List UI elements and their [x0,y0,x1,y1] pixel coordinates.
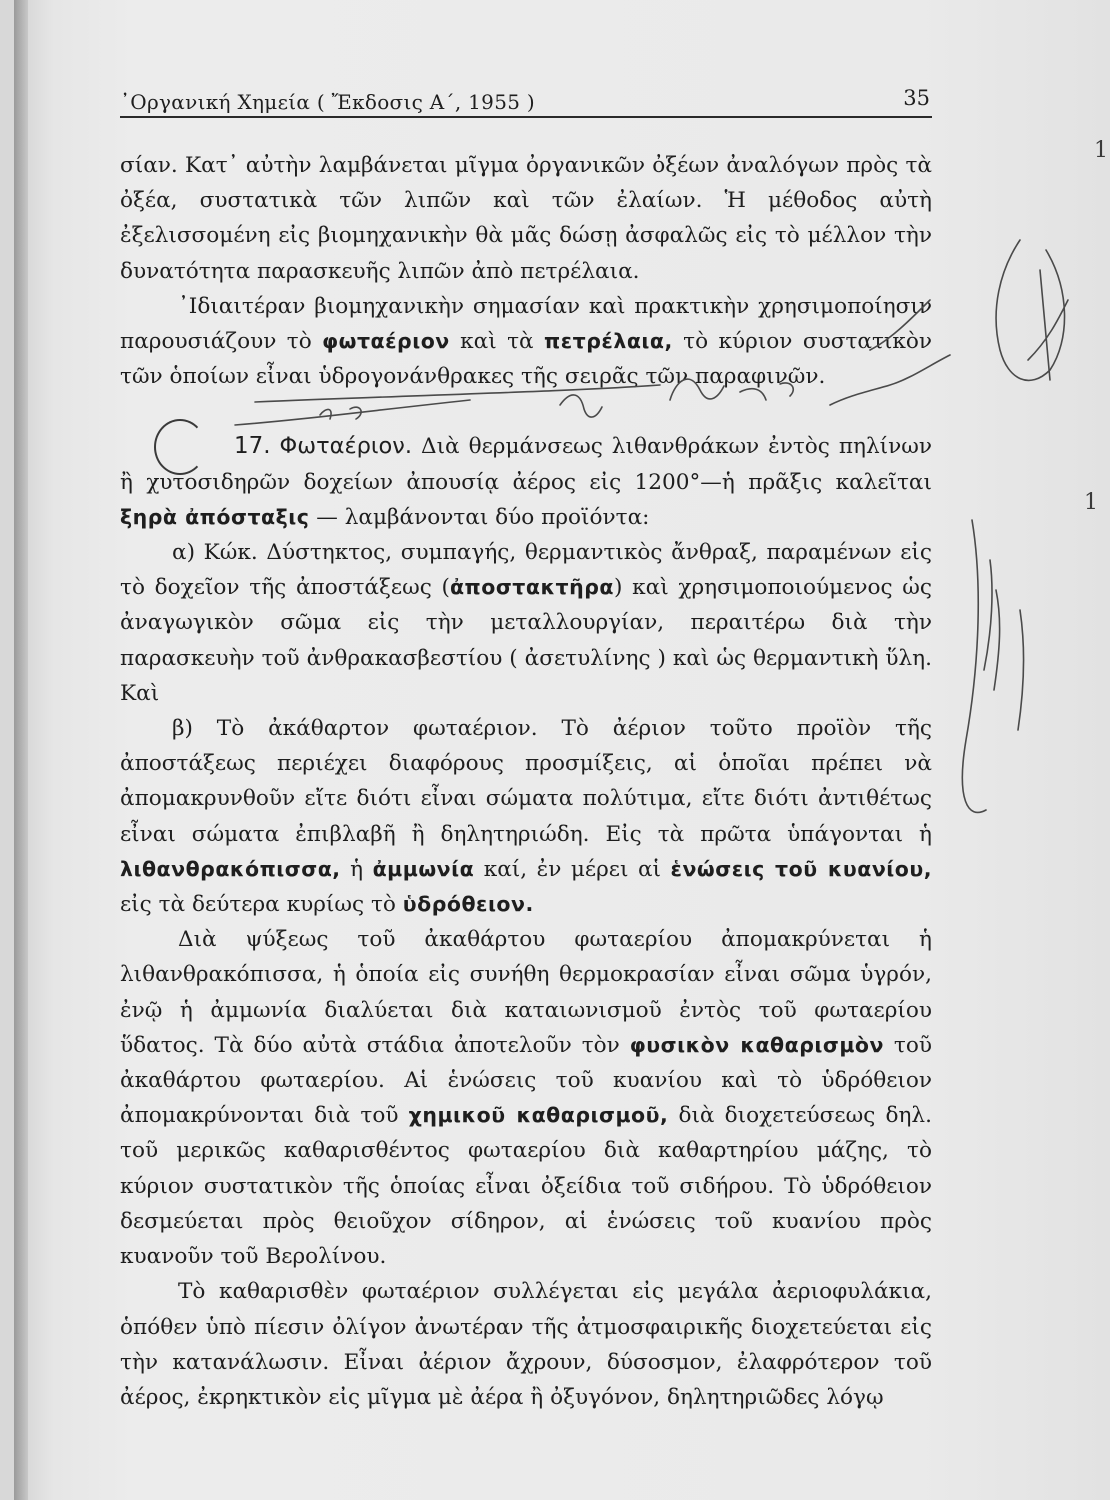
bold-term: λιθανθρακόπισσα, [120,856,341,881]
page-number: 35 [903,86,930,110]
text-run: ἡ [340,856,373,882]
text-run: διὰ διοχετεύσεως δηλ. τοῦ μερικῶς καθαρισθέντος φωταερίου διὰ καθαρτηρίου μάζης, τὸ κύριον συστατικὸν τῆς ὁποίας εἶναι ὀξείδια τοῦ σιδήρου. Τὸ ὑδρόθειον δεσμεύεται πρὸς θειοῦχον σίδηρον, αἱ ἑνώσεις τοῦ κυανίου πρὸς κυανοῦν τοῦ Βερολίνου. [120,1103,932,1270]
scribble [740,383,793,400]
text-run: — λαμβάνονται δύο προϊόντα: [309,504,650,530]
text-run: β) Τὸ ἀκάθαρτον φωταέριον. Τὸ ἀέριον τοῦτο προϊὸν τῆς ἀποστάξεως περιέχει διαφόρους προσμίξεις, αἱ ὁποῖαι πρέπει νὰ ἀπομακρυνθοῦν εἴτε διότι εἶναι σώματα πολύτιμα, εἴτε διότι ἀντιθέτως εἶναι σώματα ἐπιβλαβῆ ἢ δηλητηριώδη. Εἰς τὰ πρῶτα ὑπάγονται ἡ [120,716,932,847]
scribble [870,300,930,350]
bold-term: ὑδρόθειον. [402,892,534,917]
bold-term: φυσικὸν καθαρισμὸν [629,1032,884,1057]
text-run: ) καὶ χρησιμοποιούμενος ὡς ἀναγωγικὸν σῶμα εἰς τὴν μεταλλουργίαν, περαιτέρω διὰ τὴν παρασκευὴν τοῦ ἀνθρακασβεστίου ( ἀσετυλίνης ) καὶ ὡς θερμαντικὴ ὕλη. Καὶ [120,575,933,706]
bold-term: ξηρὰ ἀπόσταξις [120,504,310,529]
bold-term: πετρέλαια, [544,329,673,354]
text-run: εἰς τὰ δεύτερα κυρίως τὸ [120,892,403,918]
scribble [670,379,724,400]
vertical-handwriting [962,520,986,812]
text-run: Διὰ θερμάνσεως λιθανθράκων ἐντὸς πηλίνων ἢ χυτοσιδηρῶν δοχείων ἀπουσίᾳ ἀέρος εἰς 1200°—ἡ πρᾶξις καλεῖται [120,434,932,495]
signature-loop [996,240,1064,380]
bold-term: χημικοῦ καθαρισμοῦ, [408,1103,669,1128]
margin-mark-top: 1 [1094,138,1108,163]
bold-term: ἀποστακτῆρα [449,575,614,600]
bold-term: ἀμμωνία [372,856,475,881]
pencil-stroke [235,400,470,425]
scribble [830,355,950,405]
bold-term: φωταέριον [322,329,450,354]
pencil-underline [255,385,660,402]
text-run: τοῦ ἀκαθάρτου φωταερίου. Αἱ ἑνώσεις τοῦ κυανίου καὶ τὸ ὑδρόθειον ἀπομακρύνονται διὰ τοῦ [120,1032,932,1129]
text-run: καὶ τὰ [449,329,545,355]
text-run: α) Κώκ. Δύστηκτος, συμπαγής, θερμαντικὸς ἄνθραξ, παραμένων εἰς τὸ δοχεῖον τῆς ἀποστάξεως ( [120,540,932,601]
bold-term: ἑνώσεις τοῦ κυανίου, [670,856,932,881]
text-run: τὸ κύριον συστατικὸν τῶν ὁποίων εἶναι ὑδρογονάνθρακες τῆς σειρᾶς τῶν παραφινῶν. [120,329,933,390]
scribble [560,395,602,417]
text-run: ᾿Ιδιαιτέραν βιομηχανικὴν σημασίαν καὶ πρακτικὴν χρησιμοποίησιν παρουσιάζουν τὸ [120,293,932,355]
signature-stroke [1028,270,1068,380]
text-run: καί, ἐν μέρει αἱ [474,856,671,882]
section-heading: Φωταέριον. [279,433,413,460]
paragraph-text: Τὸ καθαρισθὲν φωταέριον συλλέγεται εἰς μεγάλα ἀεριοφυλάκια, ὁπόθεν ὑπὸ πίεσιν ὀλίγον ἀνωτέραν τῆς ἀτμοσφαιρικῆς διοχετεύεται εἰς τὴν κατανάλωσιν. Εἶναι ἀέριον ἄχρουν, δύσοσμον, ἐλαφρότερον τοῦ ἀέρος, ἐκρηκτικὸν εἰς μῖγμα μὲ ἀέρα ἢ ὀξυγόνον, δηλητηριῶδες λόγῳ [120,1279,932,1410]
margin-mark-mid: 1 [1084,490,1098,515]
text-run: Διὰ ψύξεως τοῦ ἀκαθάρτου φωταερίου ἀπομακρύνεται ἡ λιθανθρακόπισσα, ἡ ὁποία εἰς συνήθη θερμοκρασίαν εἶναι σῶμα ὑγρόν, ἐνῷ ἡ ἀμμωνία διαλύεται διὰ καταιωνισμοῦ ἐντὸς τοῦ φωταερίου ὕδατος. Τὰ δύο αὐτὰ στάδια ἀποτελοῦν τὸν [120,927,932,1058]
vertical-handwriting [1018,610,1024,730]
section-number-text: 17. [234,433,271,460]
paragraph-text: σίαν. Κατ᾿ αὐτὴν λαμβάνεται μῖγμα ὀργανικῶν ὀξέων ἀναλόγων πρὸς τὰ ὀξέα, συστατικὰ τῶν λιπῶν καὶ τῶν ἐλαίων. Ἡ μέθοδος αὐτὴ ἐξελισσομένη εἰς βιομηχανικὴν θὰ μᾶς δώσῃ ἀσφαλῶς εἰς τὸ μέλλον τὴν δυνατότητα παρασκευῆς λιπῶν ἀπὸ πετρέλαια. [120,153,932,284]
running-header-title: ᾿Οργανική Χημεία ( Ἔκδοσις Α΄, 1955 ) [120,90,536,114]
vertical-handwriting [984,560,1000,690]
